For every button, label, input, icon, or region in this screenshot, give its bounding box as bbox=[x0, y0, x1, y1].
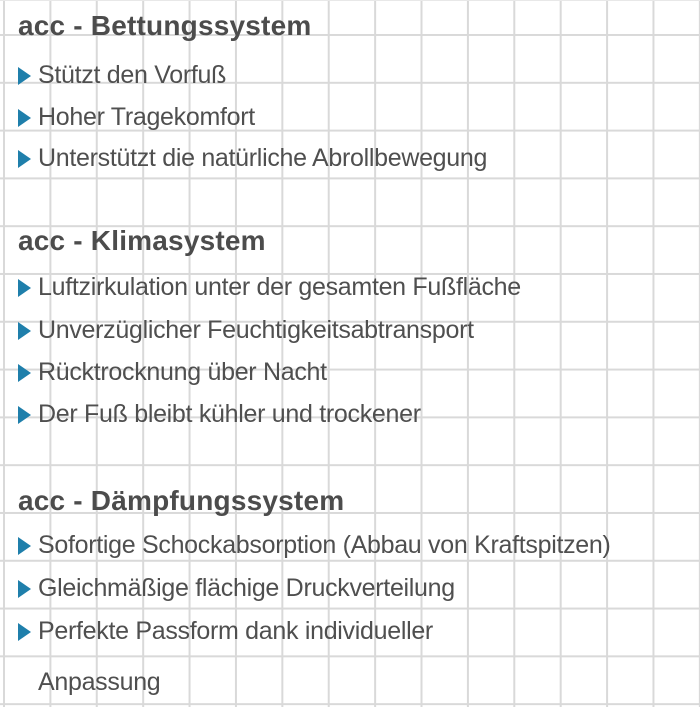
list-item bbox=[18, 309, 474, 352]
arrow-right-icon bbox=[18, 364, 31, 382]
section-title-daempfungssystem: acc - Dämpfungssystem bbox=[18, 485, 345, 516]
arrow-right-icon bbox=[18, 109, 31, 127]
list-item bbox=[18, 96, 255, 139]
list-item-label: Rücktrocknung über Nacht bbox=[38, 358, 327, 386]
arrow-right-icon bbox=[18, 279, 31, 297]
list-item-label: Perfekte Passform dank individueller bbox=[38, 617, 433, 645]
list-item-label: Gleichmäßige flächige Druckverteilung bbox=[38, 574, 455, 602]
list-item bbox=[18, 610, 433, 653]
list-item-continuation-line bbox=[38, 661, 160, 704]
list-item bbox=[18, 393, 421, 436]
list-item bbox=[18, 524, 611, 567]
section-title-klimasystem: acc - Klimasystem bbox=[18, 225, 266, 256]
list-item-label: Unverzüglicher Feuchtigkeitsabtransport bbox=[38, 316, 474, 344]
list-item-label: Stützt den Vorfuß bbox=[38, 61, 227, 89]
arrow-right-icon bbox=[18, 322, 31, 340]
list-item-label: Der Fuß bleibt kühler und trockener bbox=[38, 400, 421, 428]
arrow-right-icon bbox=[18, 406, 31, 424]
list-item bbox=[18, 351, 327, 394]
list-item bbox=[18, 266, 521, 309]
list-item bbox=[18, 54, 226, 97]
list-item-label: Unterstützt die natürliche Abrollbewegung bbox=[38, 144, 488, 172]
list-item-label: Hoher Tragekomfort bbox=[38, 103, 255, 131]
arrow-right-icon bbox=[18, 623, 31, 641]
section-title-bettungssystem: acc - Bettungssystem bbox=[18, 10, 312, 41]
arrow-right-icon bbox=[18, 537, 31, 555]
arrow-right-icon bbox=[18, 150, 31, 168]
list-item-label: Sofortige Schockabsorption (Abbau von Kraftspitzen) bbox=[38, 531, 611, 559]
arrow-right-icon bbox=[18, 580, 31, 598]
list-item-label: Anpassung bbox=[38, 668, 161, 696]
list-item bbox=[18, 567, 455, 610]
arrow-right-icon bbox=[18, 67, 31, 85]
list-item bbox=[18, 137, 487, 180]
list-item-label: Luftzirkulation unter der gesamten Fußfläche bbox=[38, 273, 521, 301]
